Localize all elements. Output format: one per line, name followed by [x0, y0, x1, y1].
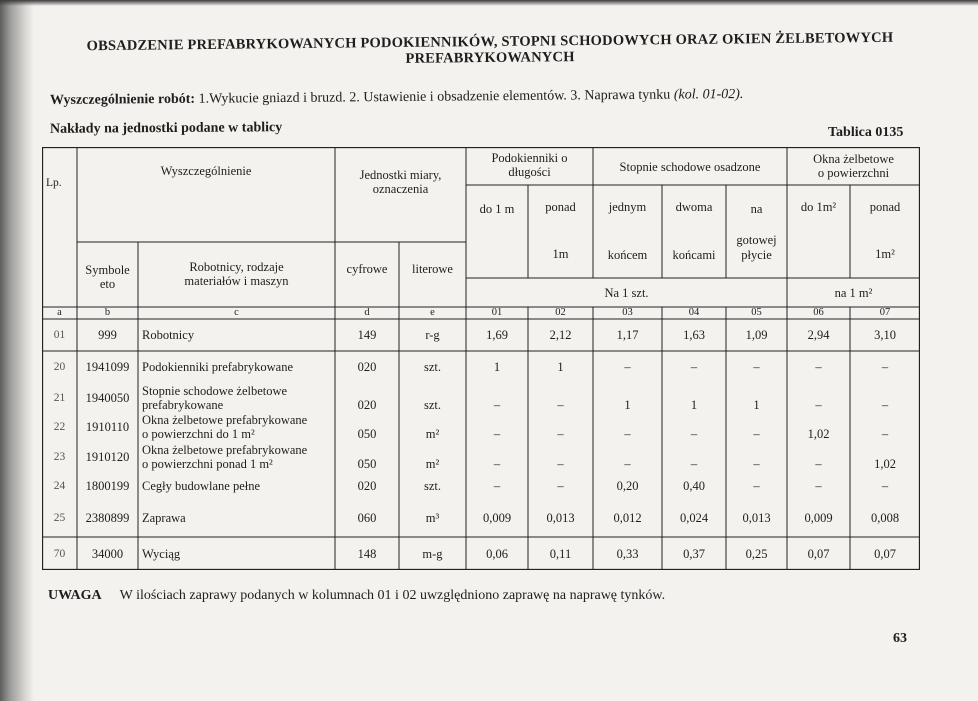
header-jednostki-line-2: oznaczenia [372, 182, 429, 196]
header-symbol-line-1: Symbole [85, 263, 130, 277]
work-scope [50, 87, 744, 109]
row-name-line: Okna żelbetowe prefabrykowane [142, 443, 308, 457]
header-jednostki-line-1: Jednostki miary, [359, 168, 442, 182]
header-robotnicy-line-1: Robotnicy, rodzaje [189, 260, 284, 274]
column-code: 06 [813, 307, 824, 318]
row-symbol: 999 [98, 328, 117, 342]
table-number: Tablica 0135 [828, 125, 904, 140]
header-okna [787, 152, 920, 180]
header-jednym: jednym [608, 200, 647, 214]
header-na-1-m2: na 1 m² [834, 286, 873, 300]
row-value: 0,06 [486, 546, 508, 561]
column-code: 02 [555, 307, 566, 318]
row-name [142, 384, 287, 412]
row-value: – [815, 397, 822, 412]
row-value: – [690, 360, 698, 374]
column-code: e [430, 307, 435, 318]
row-value: – [881, 397, 889, 412]
row-name-line: Robotnicy [142, 328, 195, 342]
row-lp: 70 [53, 547, 66, 560]
page-title [40, 29, 940, 70]
row-value: 1,09 [745, 328, 768, 342]
row-symbol: 1941099 [85, 360, 130, 374]
header-podokienniki-line-1: Podokienniki o [491, 151, 568, 165]
row-value: 0,25 [745, 546, 768, 561]
row-name-line: o powierzchni do 1 m² [142, 427, 255, 441]
row-lp: 23 [53, 451, 66, 463]
row-symbol: 1800199 [85, 478, 130, 493]
note-label: UWAGA [48, 588, 102, 603]
row-unit-code: 020 [357, 360, 377, 374]
header-gotowej: gotowej [736, 233, 777, 247]
row-name [142, 443, 307, 471]
row-unit-symbol: szt. [423, 478, 441, 493]
header-podokienniki-line-2: długości [508, 165, 551, 179]
row-value: 3,10 [874, 328, 896, 342]
row-value: 0,012 [613, 511, 642, 525]
row-value: – [881, 427, 889, 441]
row-name-line: Cegły budowlane pełne [142, 478, 261, 493]
column-code: 03 [622, 307, 633, 318]
row-unit-code: 020 [357, 397, 377, 412]
row-value: – [753, 478, 760, 493]
page-shadow-left [0, 0, 34, 701]
row-value: 1,02 [807, 427, 830, 441]
row-value: 0,37 [683, 546, 705, 561]
header-robotnicy [138, 260, 335, 288]
header-na: na [750, 202, 763, 216]
row-value: – [493, 457, 501, 471]
row-value: – [557, 427, 564, 441]
row-value: 1,02 [874, 457, 896, 471]
column-code: 05 [751, 307, 762, 318]
column-code: 01 [491, 307, 503, 318]
row-name [142, 360, 293, 374]
header-cyfrowe: cyfrowe [346, 262, 388, 276]
row-value: – [557, 457, 564, 471]
row-value: 1 [690, 397, 698, 412]
header-podokienniki [466, 151, 593, 179]
row-value: 1,69 [486, 328, 508, 342]
row-value: 0,008 [870, 511, 900, 525]
column-code: d [364, 307, 370, 318]
row-value: – [493, 427, 501, 441]
header-ponad-unit: 1m [552, 247, 569, 261]
row-value: 0,40 [683, 478, 705, 493]
column-code: 07 [879, 307, 891, 318]
row-value: – [493, 397, 501, 412]
header-lp: Lp. [46, 177, 62, 189]
row-name [142, 547, 180, 561]
header-ponad: ponad [545, 200, 576, 214]
row-unit-symbol: m³ [425, 511, 440, 525]
row-value: 1 [753, 397, 760, 412]
header-stopnie: Stopnie schodowe osadzone [619, 160, 761, 174]
row-unit-code: 050 [357, 457, 377, 471]
row-value: – [624, 360, 631, 374]
header-symbol [77, 263, 138, 291]
header-okna-line-1: Okna żelbetowe [813, 152, 894, 166]
row-name-line: Zaprawa [142, 511, 186, 525]
row-symbol: 1910120 [85, 450, 130, 464]
page-shadow-top [0, 0, 978, 6]
row-value: – [753, 457, 760, 471]
row-unit-symbol: r-g [425, 328, 440, 342]
row-lp: 25 [53, 512, 66, 524]
row-value: 0,11 [549, 546, 572, 561]
title-line-1: OBSADZENIE PREFABRYKOWANYCH PODOKIENNIKÓW, STOPNI SCHODOWYCH ORAZ OKIEN ŻELBETOWYCH [86, 29, 894, 55]
row-unit-code: 050 [357, 427, 377, 441]
header-do-1m2: do 1m² [800, 200, 837, 214]
row-value: 0,20 [616, 478, 639, 493]
row-name [142, 479, 260, 493]
row-value: 1,63 [683, 328, 705, 342]
row-value: 1 [493, 360, 501, 374]
work-scope-ref: (kol. 01-02). [673, 86, 744, 103]
row-unit-code: 060 [357, 511, 377, 525]
row-value: – [557, 397, 564, 412]
row-value: – [690, 427, 698, 441]
row-unit-symbol: szt. [423, 397, 441, 412]
header-literowe: literowe [412, 262, 453, 276]
row-value: 0,009 [804, 511, 833, 525]
column-code: a [57, 307, 62, 318]
row-name-line: Stopnie schodowe żelbetowe [142, 383, 288, 398]
row-value: – [815, 360, 822, 374]
header-ponad2-unit: 1m² [875, 247, 895, 261]
row-value: – [493, 478, 501, 493]
work-scope-label: Wyszczególnienie robót: [49, 91, 196, 109]
row-unit-symbol: m-g [422, 546, 443, 561]
row-unit-symbol: szt. [423, 360, 441, 374]
row-name-line: Wyciąg [142, 546, 181, 561]
row-value: 0,33 [616, 546, 639, 561]
note-text: W ilościach zaprawy podanych w kolumnach 01 i 02 uwzględniono zaprawę na naprawę tynków. [119, 588, 666, 603]
row-unit-code: 148 [357, 546, 377, 561]
row-value: – [881, 360, 889, 374]
row-value: – [881, 478, 889, 493]
header-okna-line-2: o powierzchni [817, 166, 890, 180]
row-lp: 22 [53, 421, 66, 433]
row-value: – [815, 478, 822, 493]
row-value: – [624, 427, 631, 441]
note [48, 588, 665, 604]
row-value: – [557, 478, 564, 493]
row-name-line: Okna żelbetowe prefabrykowane [142, 413, 308, 427]
header-do-1m: do 1 m [479, 202, 515, 216]
row-value: – [624, 457, 631, 471]
row-lp: 24 [53, 479, 66, 492]
row-value: 2,12 [549, 328, 572, 342]
row-value: 0,013 [546, 511, 575, 525]
header-ponad2: ponad [869, 200, 901, 214]
row-value: – [753, 360, 760, 374]
row-value: 0,07 [874, 546, 896, 561]
header-na-1-szt: Na 1 szt. [604, 286, 649, 300]
norms-caption: Nakłady na jednostki podane w tablicy [49, 120, 283, 137]
header-robotnicy-line-2: materiałów i maszyn [184, 274, 289, 288]
row-unit-code: 149 [357, 328, 377, 342]
column-code: 04 [688, 307, 700, 318]
work-scope-text: 1.Wykucie gniazd i bruzd. 2. Ustawienie i obsadzenie elementów. 3. Naprawa tynku [194, 87, 674, 107]
row-value: 0,013 [742, 511, 771, 525]
row-value: 0,009 [482, 511, 512, 525]
row-value: – [753, 427, 760, 441]
column-code: b [104, 307, 111, 318]
row-unit-symbol: m² [425, 457, 440, 471]
row-name [142, 511, 186, 525]
row-value: 0,024 [679, 511, 709, 525]
row-value: – [690, 457, 698, 471]
row-unit-symbol: m² [425, 427, 440, 441]
row-name [142, 413, 307, 441]
row-value: 2,94 [807, 328, 830, 342]
header-plycie: płycie [741, 248, 772, 262]
row-value: 0,07 [807, 546, 830, 561]
row-value: 1,17 [616, 328, 639, 342]
row-symbol: 1940050 [85, 390, 130, 405]
row-name [142, 328, 194, 342]
header-symbol-line-2: eto [99, 277, 116, 291]
header-dwoma: dwoma [675, 200, 713, 214]
row-name-line: Podokienniki prefabrykowane [142, 360, 294, 374]
row-value: 1 [624, 397, 631, 412]
row-lp: 20 [53, 361, 66, 373]
header-koncami: końcami [672, 248, 716, 262]
row-value: – [815, 457, 822, 471]
header-koncem: końcem [607, 248, 648, 262]
page-number: 63 [893, 631, 907, 646]
norms-table [42, 147, 920, 570]
row-unit-code: 020 [357, 478, 377, 493]
row-symbol: 34000 [91, 546, 124, 561]
header-jednostki [335, 168, 466, 196]
row-lp: 01 [53, 329, 66, 341]
header-wyszczegolnienie: Wyszczególnienie [160, 164, 252, 178]
row-name-line: prefabrykowane [142, 397, 224, 412]
row-symbol: 2380899 [85, 511, 130, 525]
title-line-2: PREFABRYKOWANYCH [405, 49, 575, 67]
row-lp: 21 [53, 391, 66, 404]
row-symbol: 1910110 [85, 420, 130, 434]
row-name-line: o powierzchni ponad 1 m² [142, 457, 273, 471]
column-code: c [234, 307, 239, 318]
row-value: 1 [557, 360, 564, 374]
